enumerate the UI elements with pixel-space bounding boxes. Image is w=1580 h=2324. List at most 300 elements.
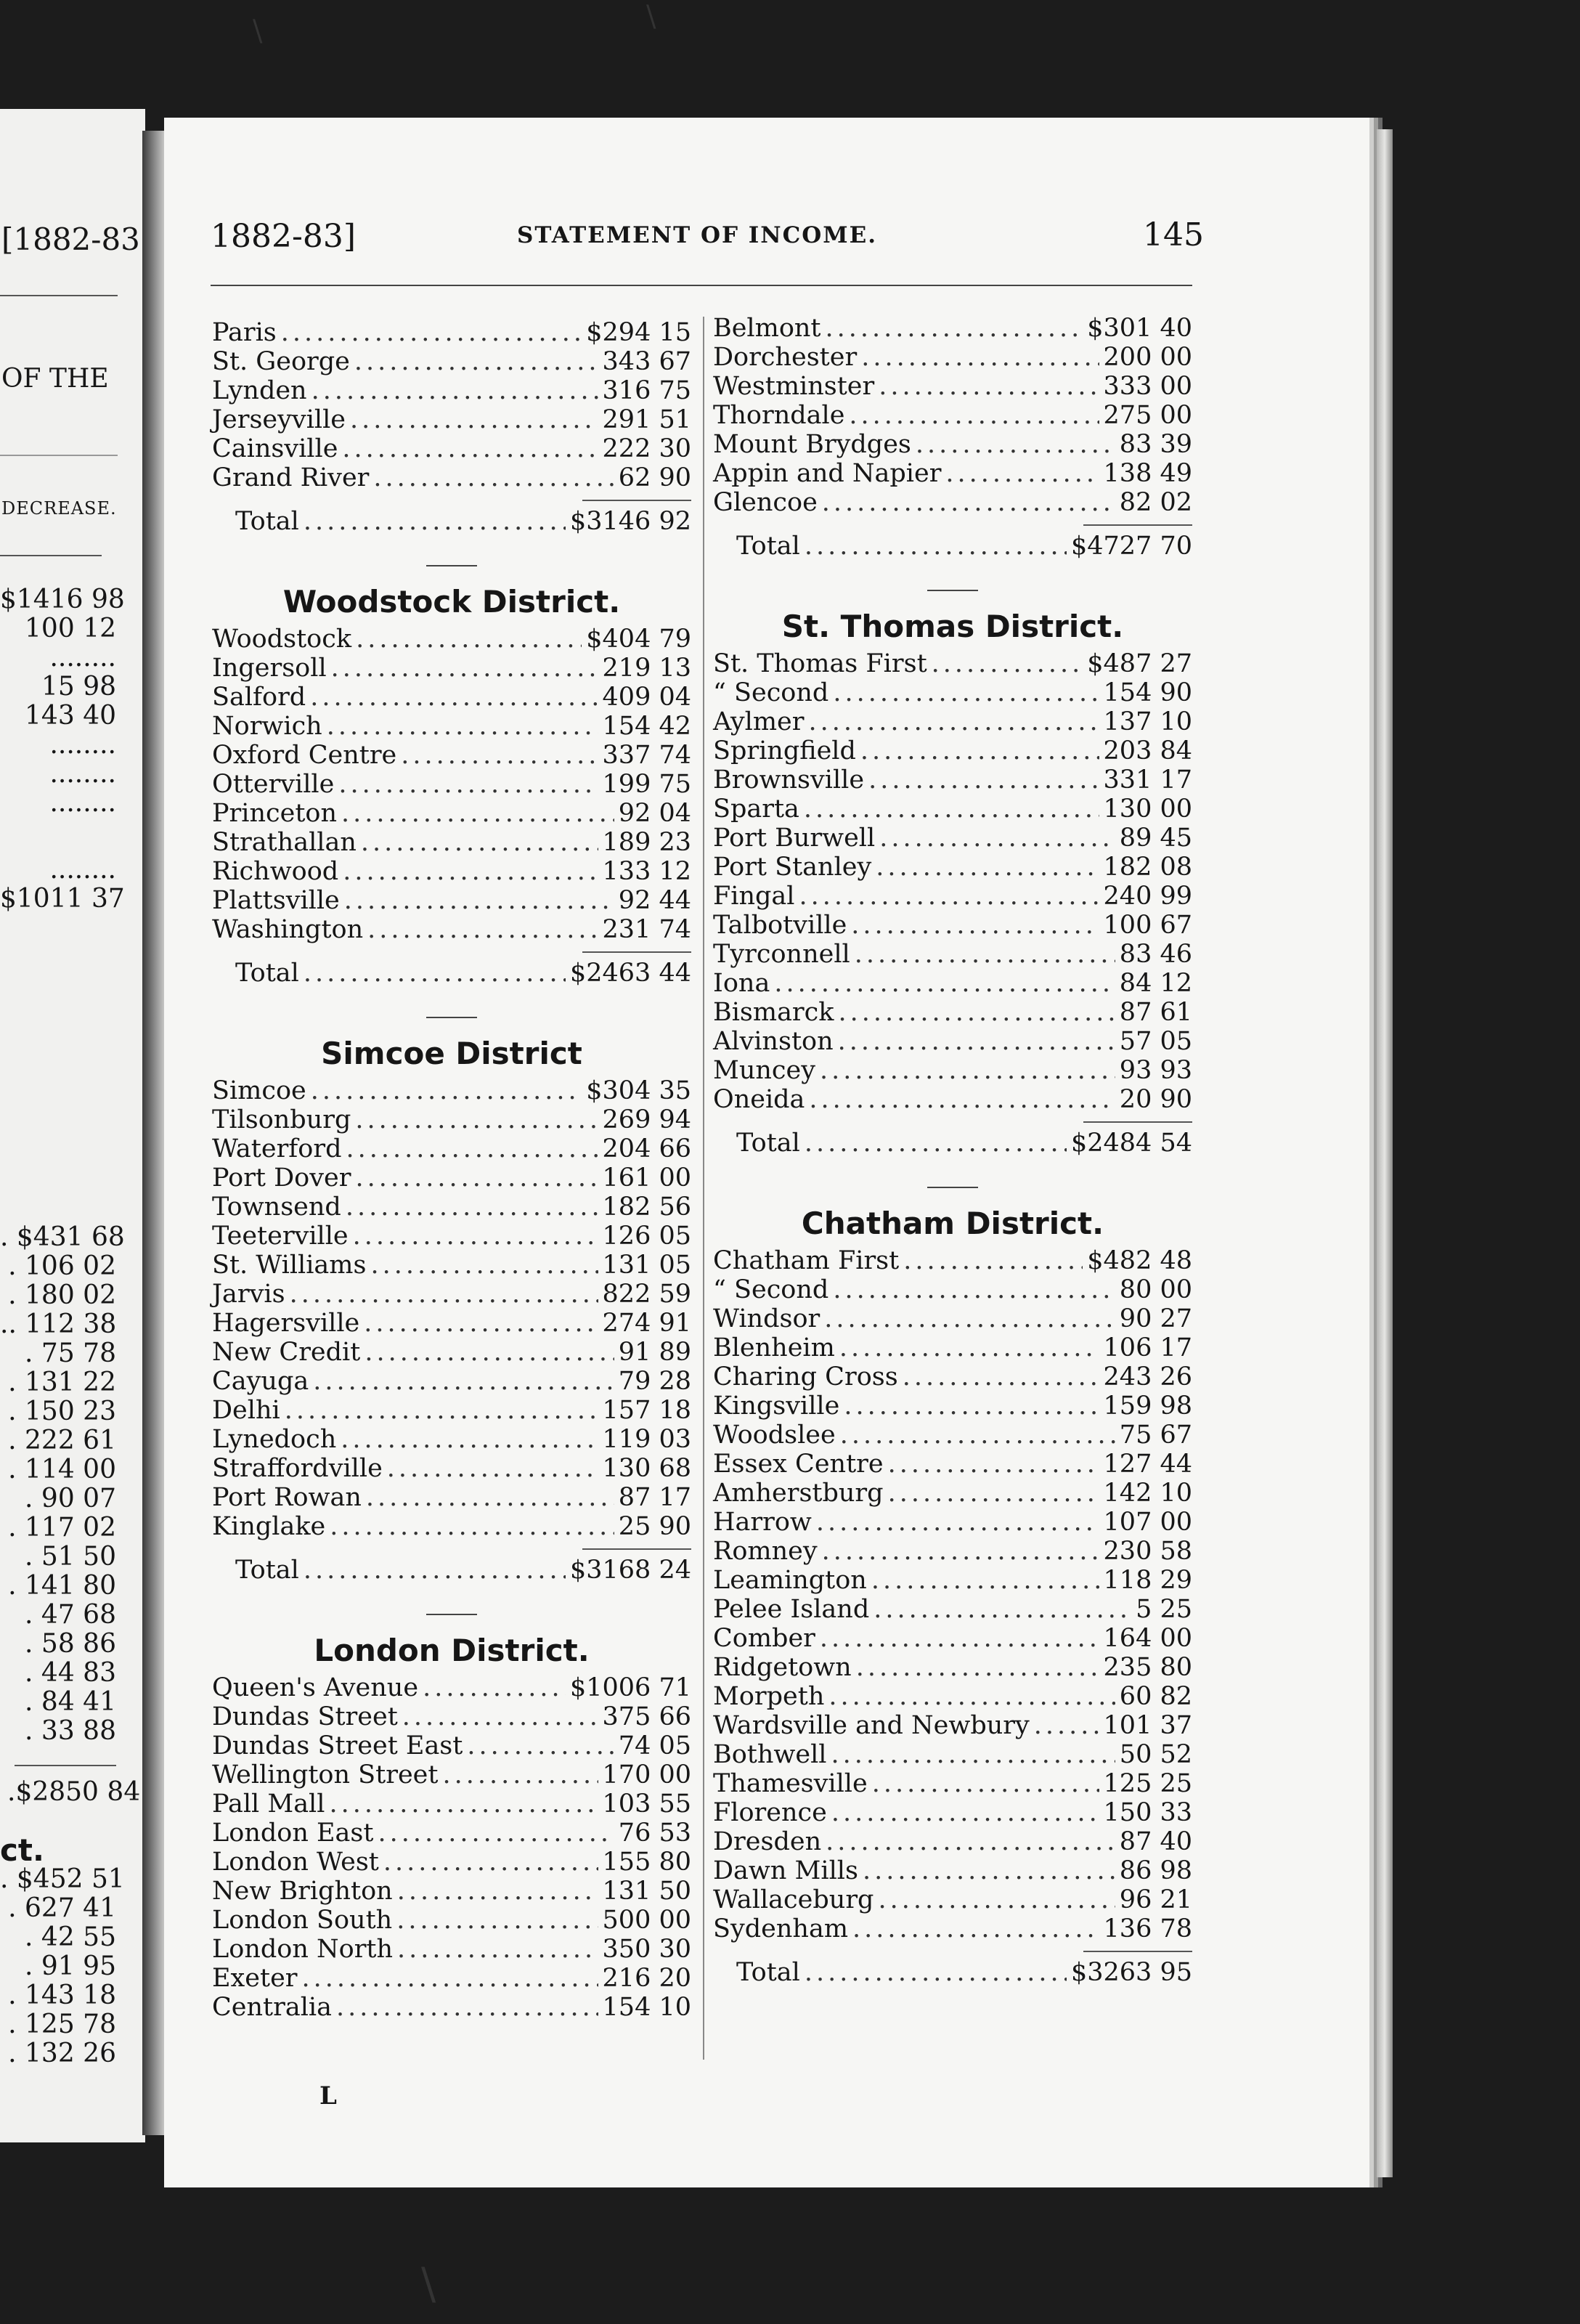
table-row — [713, 1624, 1192, 1653]
leader-dots — [442, 1760, 598, 1789]
table-row — [713, 459, 1192, 488]
total-label: Total — [235, 507, 299, 536]
leader-dots — [903, 1246, 1083, 1275]
amount: 275 00 — [1103, 401, 1192, 430]
place-name: Sparta — [713, 795, 799, 824]
table-row — [713, 1275, 1192, 1304]
left-value: . $431 68 — [0, 1222, 125, 1252]
place-name: Bismarck — [713, 998, 834, 1027]
leader-dots — [364, 1309, 598, 1338]
amount: 154 90 — [1103, 678, 1192, 707]
table-row — [713, 372, 1192, 401]
place-name: Wardsville and Newbury — [713, 1711, 1030, 1740]
amount: 230 58 — [1103, 1537, 1192, 1566]
table-row — [713, 1682, 1192, 1711]
left-value: . 117 02 — [8, 1513, 116, 1543]
table-row — [212, 1819, 691, 1848]
left-value: $1011 37 — [0, 884, 125, 914]
place-name: Brownsville — [713, 765, 865, 795]
table-row — [713, 795, 1192, 824]
leader-dots — [916, 430, 1115, 459]
amount: 131 50 — [602, 1877, 691, 1906]
total-amount: $3146 92 — [569, 507, 691, 536]
amount: 90 27 — [1119, 1304, 1192, 1333]
place-name: Townsend — [212, 1193, 341, 1222]
amount: 87 17 — [618, 1483, 691, 1512]
amount: 500 00 — [602, 1906, 691, 1935]
place-name: Jerseyville — [212, 405, 346, 434]
table-row — [212, 1251, 691, 1280]
place-name: Woodslee — [713, 1421, 836, 1450]
leader-dots — [423, 1673, 566, 1702]
table-row — [212, 1702, 691, 1731]
table-row — [212, 915, 691, 944]
total-amount: $2484 54 — [1070, 1129, 1192, 1158]
leader-dots — [366, 1483, 614, 1512]
table-row — [212, 857, 691, 886]
leader-dots — [361, 828, 598, 857]
place-name: Belmont — [713, 314, 821, 343]
amount: 86 98 — [1119, 1856, 1192, 1885]
leader-dots — [373, 463, 614, 492]
place-name: Pelee Island — [713, 1595, 870, 1624]
leader-dots — [822, 488, 1115, 517]
total-row — [713, 1129, 1192, 1158]
district-heading: Chatham District. — [801, 1206, 1104, 1241]
table-row — [212, 1425, 691, 1454]
table-row — [212, 1906, 691, 1935]
amount: 337 74 — [602, 741, 691, 770]
amount: 101 37 — [1103, 1711, 1192, 1740]
leader-dots — [844, 1391, 1099, 1421]
amount: $487 27 — [1087, 649, 1192, 678]
table-row — [212, 463, 691, 492]
total-rule — [582, 1548, 691, 1550]
leader-dots — [804, 795, 1099, 824]
leader-dots — [888, 1479, 1099, 1508]
district-heading: London District. — [314, 1633, 590, 1668]
left-value: . 143 18 — [8, 1980, 116, 2010]
leader-dots — [828, 1682, 1115, 1711]
table-row — [713, 1508, 1192, 1537]
left-rule — [0, 555, 102, 556]
place-name: Alvinston — [713, 1027, 834, 1056]
total-rule — [1083, 524, 1192, 526]
leader-dots — [872, 1769, 1099, 1798]
amount: 243 26 — [1103, 1362, 1192, 1391]
place-name: Dundas Street East — [212, 1731, 463, 1760]
place-name: Mount Brydges — [713, 430, 911, 459]
table-row — [212, 886, 691, 915]
place-name: Appin and Napier — [713, 459, 942, 488]
leader-dots — [327, 712, 598, 741]
leader-dots — [402, 1702, 598, 1731]
left-value: . 627 41 — [8, 1893, 116, 1923]
total-rule — [582, 500, 691, 501]
place-name: Paris — [212, 318, 277, 347]
table-row — [212, 1076, 691, 1105]
table-row — [212, 828, 691, 857]
place-name: Teeterville — [212, 1222, 349, 1251]
amount: 203 84 — [1103, 736, 1192, 765]
header-year: 1882-83] — [211, 218, 356, 255]
leader-dots — [774, 969, 1115, 998]
amount: 93 93 — [1119, 1056, 1192, 1085]
place-name: Ingersoll — [212, 654, 327, 683]
table-row — [713, 1856, 1192, 1885]
place-name: Florence — [713, 1798, 827, 1827]
amount: 155 80 — [602, 1848, 691, 1877]
leader-dots — [855, 940, 1115, 969]
leader-dots — [281, 318, 582, 347]
table-row — [713, 401, 1192, 430]
table-row — [713, 1304, 1192, 1333]
table-row — [212, 1731, 691, 1760]
amount: 96 21 — [1119, 1885, 1192, 1914]
section-divider — [426, 1017, 477, 1018]
leader-dots — [824, 1304, 1115, 1333]
amount: $294 15 — [586, 318, 691, 347]
amount: 126 05 — [602, 1222, 691, 1251]
left-title-fragment: OF THE — [1, 364, 109, 394]
left-total: .$2850 84 — [7, 1777, 141, 1807]
left-value: . 132 26 — [8, 2039, 116, 2068]
place-name: Springfield — [713, 736, 856, 765]
total-label: Total — [736, 1129, 800, 1158]
table-row — [713, 1391, 1192, 1421]
amount: 25 90 — [618, 1512, 691, 1541]
table-row — [713, 1056, 1192, 1085]
place-name: Talbotville — [713, 911, 847, 940]
total-amount: $3168 24 — [569, 1556, 691, 1585]
place-name: London South — [212, 1906, 393, 1935]
amount: 182 56 — [602, 1193, 691, 1222]
leader-dots — [888, 1450, 1099, 1479]
place-name: London East — [212, 1819, 374, 1848]
place-name: St. George — [212, 347, 350, 376]
amount: 83 46 — [1119, 940, 1192, 969]
amount: 50 52 — [1119, 1740, 1192, 1769]
leader-dots — [822, 1537, 1099, 1566]
place-name: Hagersville — [212, 1309, 360, 1338]
leader-dots — [356, 625, 582, 654]
left-value: . 90 07 — [25, 1484, 116, 1514]
leader-dots — [344, 886, 614, 915]
place-name: Tilsonburg — [212, 1105, 351, 1134]
leader-dots — [878, 1885, 1115, 1914]
left-value: ........ — [49, 759, 116, 789]
left-rule — [0, 295, 118, 296]
amount: 170 00 — [602, 1760, 691, 1789]
left-value: 100 12 — [25, 614, 116, 643]
place-name: Thamesville — [713, 1769, 868, 1798]
left-value: ........ — [49, 788, 116, 818]
leader-dots — [355, 1105, 598, 1134]
table-row — [212, 1193, 691, 1222]
left-district-fragment: ct. — [0, 1832, 44, 1868]
amount: 136 78 — [1103, 1914, 1192, 1943]
amount: 142 10 — [1103, 1479, 1192, 1508]
amount: 84 12 — [1119, 969, 1192, 998]
amount: 79 28 — [618, 1367, 691, 1396]
amount: 106 17 — [1103, 1333, 1192, 1362]
place-name: Lynedoch — [212, 1425, 337, 1454]
leader-dots — [805, 532, 1067, 561]
left-column — [212, 318, 691, 2022]
leader-dots — [809, 1085, 1115, 1114]
amount: $404 79 — [586, 625, 691, 654]
amount: 822 59 — [602, 1280, 691, 1309]
amount: 291 51 — [602, 405, 691, 434]
place-name: Fingal — [713, 882, 795, 911]
amount: 100 67 — [1103, 911, 1192, 940]
table-row — [713, 911, 1192, 940]
place-name: Leamington — [713, 1566, 867, 1595]
amount: 274 91 — [602, 1309, 691, 1338]
place-name: “ Second — [713, 678, 829, 707]
place-name: Amherstburg — [713, 1479, 884, 1508]
amount: 87 40 — [1119, 1827, 1192, 1856]
leader-dots — [860, 736, 1099, 765]
amount: 133 12 — [602, 857, 691, 886]
left-value: . $452 51 — [0, 1864, 125, 1894]
left-value: $1416 98 — [0, 585, 125, 614]
left-value: . 33 88 — [25, 1716, 116, 1746]
leader-dots — [331, 654, 598, 683]
place-name: Bothwell — [713, 1740, 827, 1769]
amount: 89 45 — [1119, 824, 1192, 853]
place-name: New Brighton — [212, 1877, 393, 1906]
table-row — [713, 853, 1192, 882]
place-name: Charing Cross — [713, 1362, 898, 1391]
leader-dots — [355, 1163, 598, 1193]
place-name: Glencoe — [713, 488, 818, 517]
left-value: . 125 78 — [8, 2010, 116, 2039]
leader-dots — [861, 343, 1099, 372]
place-name: Iona — [713, 969, 770, 998]
table-row — [212, 1483, 691, 1512]
section-divider — [426, 1614, 477, 1615]
table-row — [713, 488, 1192, 517]
amount: 204 66 — [602, 1134, 691, 1163]
leader-dots — [808, 707, 1099, 736]
table-row — [212, 1163, 691, 1193]
leader-dots — [871, 1566, 1099, 1595]
district-section — [212, 1614, 691, 2022]
table-row — [713, 1566, 1192, 1595]
table-row — [212, 1935, 691, 1964]
leader-dots — [367, 915, 598, 944]
amount: $301 40 — [1087, 314, 1192, 343]
place-name: Port Burwell — [713, 824, 876, 853]
table-row — [212, 741, 691, 770]
left-value: . 106 02 — [8, 1251, 116, 1281]
total-amount: $2463 44 — [569, 959, 691, 988]
table-row — [212, 405, 691, 434]
place-name: Ridgetown — [713, 1653, 852, 1682]
left-value: 143 40 — [25, 701, 116, 731]
place-name: Exeter — [212, 1964, 298, 1993]
amount: 20 90 — [1119, 1085, 1192, 1114]
leader-dots — [304, 1556, 566, 1585]
left-value: . 141 80 — [8, 1571, 116, 1601]
amount: $304 35 — [586, 1076, 691, 1105]
section-divider — [927, 590, 978, 591]
leader-dots — [805, 1129, 1067, 1158]
place-name: Dawn Mills — [713, 1856, 858, 1885]
leader-dots — [820, 1624, 1099, 1653]
amount: 5 25 — [1136, 1595, 1192, 1624]
amount: 87 61 — [1119, 998, 1192, 1027]
district-heading: Woodstock District. — [282, 584, 621, 619]
total-label: Total — [736, 532, 800, 561]
table-row — [713, 824, 1192, 853]
leader-dots — [290, 1280, 598, 1309]
place-name: Delhi — [212, 1396, 280, 1425]
place-name: Washington — [212, 915, 364, 944]
leader-dots — [826, 314, 1083, 343]
leader-dots — [932, 649, 1083, 678]
district-section — [713, 314, 1192, 561]
total-row — [713, 1958, 1192, 1987]
amount: 91 89 — [618, 1338, 691, 1367]
left-value: . 91 95 — [25, 1951, 116, 1981]
amount: 159 98 — [1103, 1391, 1192, 1421]
amount: 82 02 — [1119, 488, 1192, 517]
amount: 154 42 — [602, 712, 691, 741]
place-name: Muncey — [713, 1056, 816, 1085]
amount: 76 53 — [618, 1819, 691, 1848]
place-name: New Credit — [212, 1338, 361, 1367]
leader-dots — [856, 1653, 1099, 1682]
leader-dots — [341, 799, 614, 828]
header-rule — [211, 285, 1192, 286]
place-name: Romney — [713, 1537, 818, 1566]
amount: 240 99 — [1103, 882, 1192, 911]
leader-dots — [467, 1731, 614, 1760]
place-name: Pall Mall — [212, 1789, 325, 1819]
table-row — [713, 1595, 1192, 1624]
left-value: ........ — [49, 730, 116, 760]
place-name: London West — [212, 1848, 379, 1877]
left-value: . 180 02 — [8, 1280, 116, 1310]
leader-dots — [397, 1877, 598, 1906]
table-row — [713, 1246, 1192, 1275]
place-name: Otterville — [212, 770, 335, 799]
place-name: Plattsville — [212, 886, 340, 915]
leader-dots — [805, 1958, 1067, 1987]
leader-dots — [820, 1056, 1115, 1085]
district-section — [212, 565, 691, 988]
amount: 409 04 — [602, 683, 691, 712]
place-name: Windsor — [713, 1304, 820, 1333]
leader-dots — [353, 1222, 598, 1251]
amount: 127 44 — [1103, 1450, 1192, 1479]
amount: 57 05 — [1119, 1027, 1192, 1056]
left-value: . 75 78 — [25, 1338, 116, 1368]
table-row — [713, 314, 1192, 343]
leader-dots — [354, 347, 598, 376]
place-name: Dresden — [713, 1827, 822, 1856]
table-row — [212, 1105, 691, 1134]
table-row — [212, 1222, 691, 1251]
scan-mark: \ — [253, 15, 263, 48]
book-gutter — [142, 131, 167, 2135]
table-row — [713, 678, 1192, 707]
place-name: Dorchester — [713, 343, 858, 372]
leader-dots — [852, 1914, 1099, 1943]
leader-dots — [401, 741, 598, 770]
leader-dots — [903, 1362, 1099, 1391]
place-name: St. Williams — [212, 1251, 367, 1280]
amount: 269 94 — [602, 1105, 691, 1134]
table-row — [713, 1798, 1192, 1827]
leader-dots — [387, 1454, 598, 1483]
table-row — [212, 1964, 691, 1993]
table-row — [713, 940, 1192, 969]
column-divider — [703, 317, 704, 2060]
section-divider — [927, 1187, 978, 1188]
place-name: Westminster — [713, 372, 875, 401]
place-name: Harrow — [713, 1508, 812, 1537]
table-row — [713, 430, 1192, 459]
place-name: Port Stanley — [713, 853, 872, 882]
place-name: Norwich — [212, 712, 322, 741]
amount: 189 23 — [602, 828, 691, 857]
amount: 164 00 — [1103, 1624, 1192, 1653]
amount: 118 29 — [1103, 1566, 1192, 1595]
table-row — [212, 1760, 691, 1789]
amount: 83 39 — [1119, 430, 1192, 459]
table-row — [212, 347, 691, 376]
amount: 199 75 — [602, 770, 691, 799]
district-section — [212, 318, 691, 536]
left-value: ........ — [49, 643, 116, 673]
total-rule — [582, 951, 691, 953]
place-name: “ Second — [713, 1275, 829, 1304]
district-section — [713, 1187, 1192, 1987]
amount: 131 05 — [602, 1251, 691, 1280]
leader-dots — [311, 376, 598, 405]
total-row — [212, 1556, 691, 1585]
leader-dots — [863, 1856, 1115, 1885]
leader-dots — [826, 1827, 1115, 1856]
table-row — [212, 1789, 691, 1819]
leader-dots — [302, 1964, 598, 1993]
table-row — [713, 1769, 1192, 1798]
table-row — [212, 712, 691, 741]
leader-dots — [851, 911, 1099, 940]
place-name: Comber — [713, 1624, 815, 1653]
amount: 125 25 — [1103, 1769, 1192, 1798]
total-row — [212, 959, 691, 988]
place-name: Wallaceburg — [713, 1885, 874, 1914]
left-value: . 47 68 — [25, 1600, 116, 1630]
amount: 130 68 — [602, 1454, 691, 1483]
place-name: Woodstock — [212, 625, 352, 654]
table-row — [713, 1333, 1192, 1362]
leader-dots — [838, 998, 1115, 1027]
leader-dots — [879, 372, 1099, 401]
table-row — [713, 1362, 1192, 1391]
place-name: Oxford Centre — [212, 741, 397, 770]
leader-dots — [799, 882, 1099, 911]
table-row — [713, 1740, 1192, 1769]
right-column — [713, 314, 1192, 1987]
place-name: Straffordville — [212, 1454, 383, 1483]
left-value: . 51 50 — [25, 1542, 116, 1572]
table-row — [212, 1367, 691, 1396]
